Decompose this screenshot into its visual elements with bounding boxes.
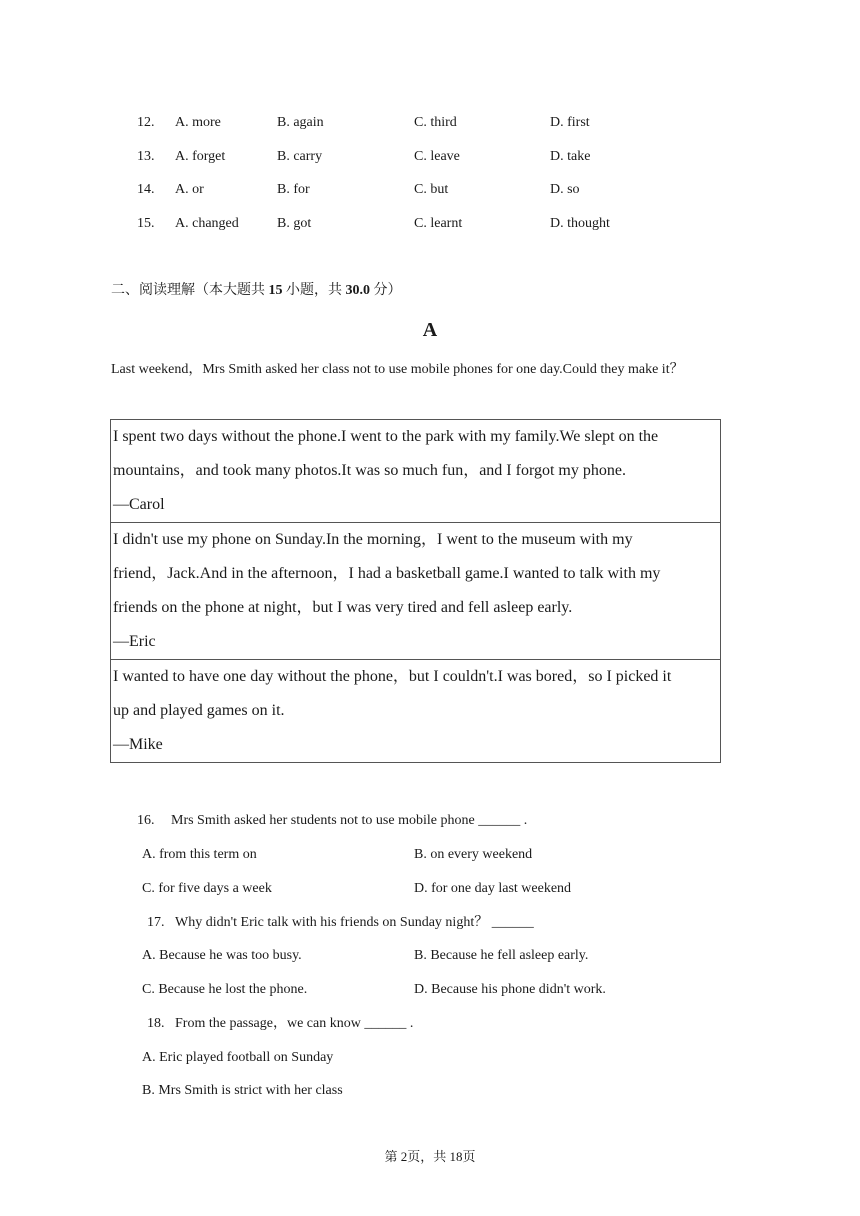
story-row-mike <box>111 660 721 763</box>
option-a: A. Because he was too busy. <box>142 948 302 963</box>
story-author: —Eric <box>113 633 156 650</box>
option-b: B. for <box>277 182 310 197</box>
story-row-carol <box>111 420 721 523</box>
story-line: friends on the phone at night，but I was very tired and fell asleep early. <box>113 599 573 616</box>
passage-intro: Last weekend，Mrs Smith asked her class not to use mobile phones for one day.Could they make it？ <box>111 362 684 377</box>
section-heading-middle: 小题，共 <box>286 283 342 298</box>
section-heading-prefix: 二、阅读理解（本大题共 <box>111 283 265 298</box>
option-a: A. forget <box>175 149 226 164</box>
question-number: 15. <box>137 216 155 231</box>
question-number: 13. <box>137 149 155 164</box>
option-c: C. learnt <box>414 216 463 231</box>
option-a: A. or <box>175 182 204 197</box>
option-c: C. Because he lost the phone. <box>142 982 308 997</box>
passage-title: A <box>422 319 438 341</box>
story-author: —Carol <box>113 496 165 513</box>
section-heading <box>111 282 402 300</box>
option-d: D. take <box>550 149 591 164</box>
option-c: C. but <box>414 182 449 197</box>
question-text: Why didn't Eric talk with his friends on Sunday night？ ______ <box>175 915 534 930</box>
question-number: 12. <box>137 115 155 130</box>
stories-table <box>110 419 721 763</box>
option-d: D. thought <box>550 216 610 231</box>
story-author: —Mike <box>113 736 163 753</box>
option-c: C. for five days a week <box>142 881 272 896</box>
section-heading-suffix: 分） <box>373 283 402 298</box>
question-number: 14. <box>137 182 155 197</box>
option-b: B. again <box>277 115 324 130</box>
story-line: friend，Jack.And in the afternoon，I had a basketball game.I wanted to talk with my <box>113 565 661 582</box>
option-b: B. Mrs Smith is strict with her class <box>142 1083 343 1098</box>
option-a: A. from this term on <box>142 847 257 862</box>
option-d: D. Because his phone didn't work. <box>414 982 606 997</box>
question-text: Mrs Smith asked her students not to use mobile phone ______ . <box>171 813 528 828</box>
option-b: B. Because he fell asleep early. <box>414 948 589 963</box>
option-d: D. so <box>550 182 580 197</box>
story-line: mountains，and took many photos.It was so much fun，and I forgot my phone. <box>113 462 626 479</box>
option-d: D. first <box>550 115 590 130</box>
option-a: A. Eric played football on Sunday <box>142 1050 334 1065</box>
question-number: 16. <box>137 813 155 828</box>
option-b: B. got <box>277 216 312 231</box>
section-score: 30.0 <box>345 283 370 298</box>
story-line: I didn't use my phone on Sunday.In the morning，I went to the museum with my <box>113 531 633 548</box>
option-a: A. more <box>175 115 221 130</box>
option-c: C. third <box>414 115 457 130</box>
option-b: B. on every weekend <box>414 847 533 862</box>
story-line: I spent two days without the phone.I went to the park with my family.We slept on the <box>113 428 659 445</box>
story-line: up and played games on it. <box>113 702 285 719</box>
page-footer: 第 2页，共 18页 <box>384 1149 476 1164</box>
section-question-count: 15 <box>268 283 283 298</box>
question-number: 18. <box>147 1016 165 1031</box>
option-c: C. leave <box>414 149 460 164</box>
option-b: B. carry <box>277 149 323 164</box>
question-text: From the passage，we can know ______ . <box>175 1016 414 1031</box>
story-row-eric <box>111 523 721 660</box>
question-number: 17. <box>147 915 165 930</box>
story-line: I wanted to have one day without the phone，but I couldn't.I was bored，so I picked it <box>113 668 672 685</box>
option-d: D. for one day last weekend <box>414 881 572 896</box>
option-a: A. changed <box>175 216 239 231</box>
